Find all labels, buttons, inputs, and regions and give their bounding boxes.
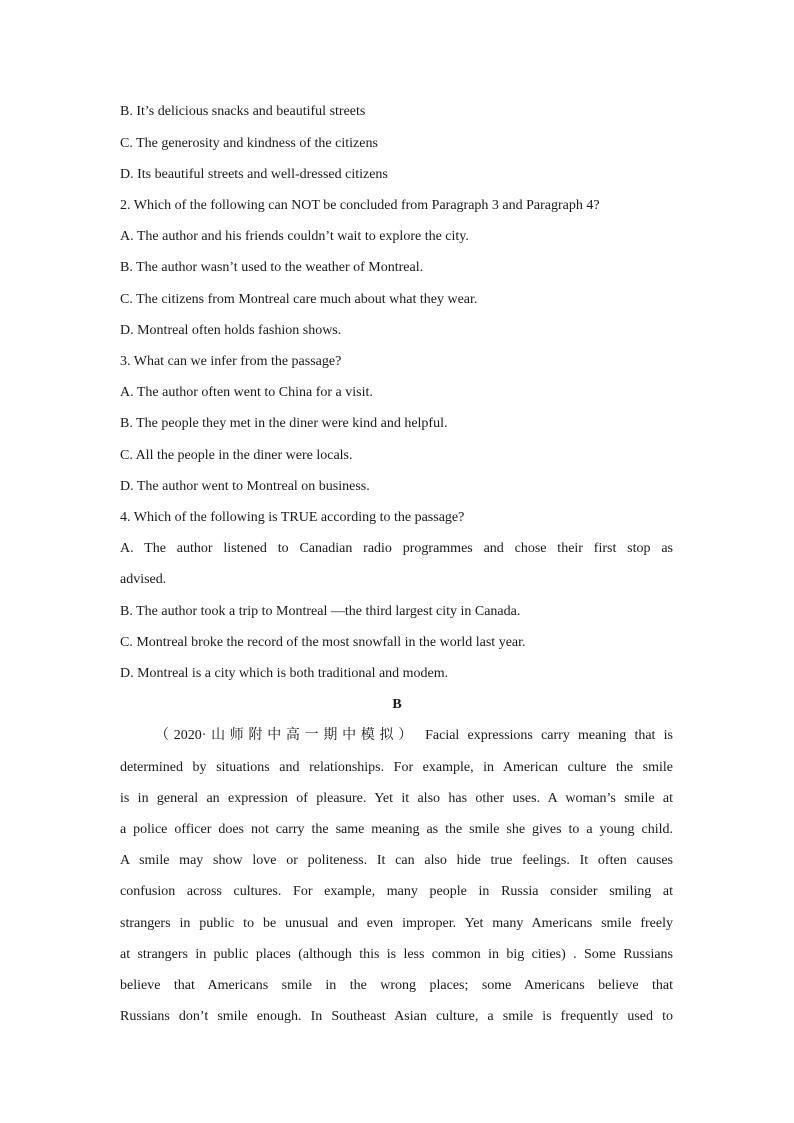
paragraph-line: strangers in public to be unusual and even improper. Yet many Americans smile freely [120, 916, 673, 931]
paragraph-line: believe that Americans smile in the wrong places; some Americans believe that [120, 978, 673, 993]
q1-option-b: B. It’s delicious snacks and beautiful streets [120, 104, 366, 119]
section-b-heading: B [392, 697, 402, 712]
paragraph-line: determined by situations and relationships. For example, in American culture the smile [120, 760, 673, 775]
q3-option-b: B. The people they met in the diner were kind and helpful. [120, 416, 448, 431]
paragraph-line: A smile may show love or politeness. It can also hide true feelings. It often causes [120, 853, 673, 868]
paragraph-line: a police officer does not carry the same meaning as the smile she gives to a young child. [120, 822, 673, 837]
q2-option-c: C. The citizens from Montreal care much about what they wear. [120, 292, 478, 307]
q2-option-d: D. Montreal often holds fashion shows. [120, 323, 342, 338]
paragraph-line: confusion across cultures. For example, many people in Russia consider smiling at [120, 884, 673, 899]
q4-option-d: D. Montreal is a city which is both traditional and modem. [120, 666, 449, 681]
q4-option-a-line2: advised. [120, 572, 167, 587]
q2-option-b: B. The author wasn’t used to the weather of Montreal. [120, 260, 424, 275]
q1-option-d: D. Its beautiful streets and well-dressed citizens [120, 167, 388, 182]
q3-option-d: D. The author went to Montreal on business. [120, 479, 370, 494]
q2-stem: 2. Which of the following can NOT be concluded from Paragraph 3 and Paragraph 4? [120, 198, 600, 213]
q4-option-a-line1: A. The author listened to Canadian radio programmes and chose their first stop as [120, 541, 673, 556]
q4-stem: 4. Which of the following is TRUE according to the passage? [120, 510, 465, 525]
paragraph-line: （2020·山师附中高一期中模拟） Facial expressions carry meaning that is [155, 728, 673, 743]
paragraph-line: Russians don’t smile enough. In Southeast Asian culture, a smile is frequently used to [120, 1009, 673, 1024]
q2-option-a: A. The author and his friends couldn’t wait to explore the city. [120, 229, 469, 244]
q3-option-c: C. All the people in the diner were locals. [120, 448, 353, 463]
paragraph-line: is in general an expression of pleasure. Yet it also has other uses. A woman’s smile at [120, 791, 673, 806]
q3-stem: 3. What can we infer from the passage? [120, 354, 342, 369]
q4-option-b: B. The author took a trip to Montreal —the third largest city in Canada. [120, 604, 521, 619]
q1-option-c: C. The generosity and kindness of the citizens [120, 136, 378, 151]
q3-option-a: A. The author often went to China for a visit. [120, 385, 373, 400]
paragraph-line: at strangers in public places (although this is less common in big cities) . Some Russians [120, 947, 673, 962]
q4-option-c: C. Montreal broke the record of the most snowfall in the world last year. [120, 635, 526, 650]
